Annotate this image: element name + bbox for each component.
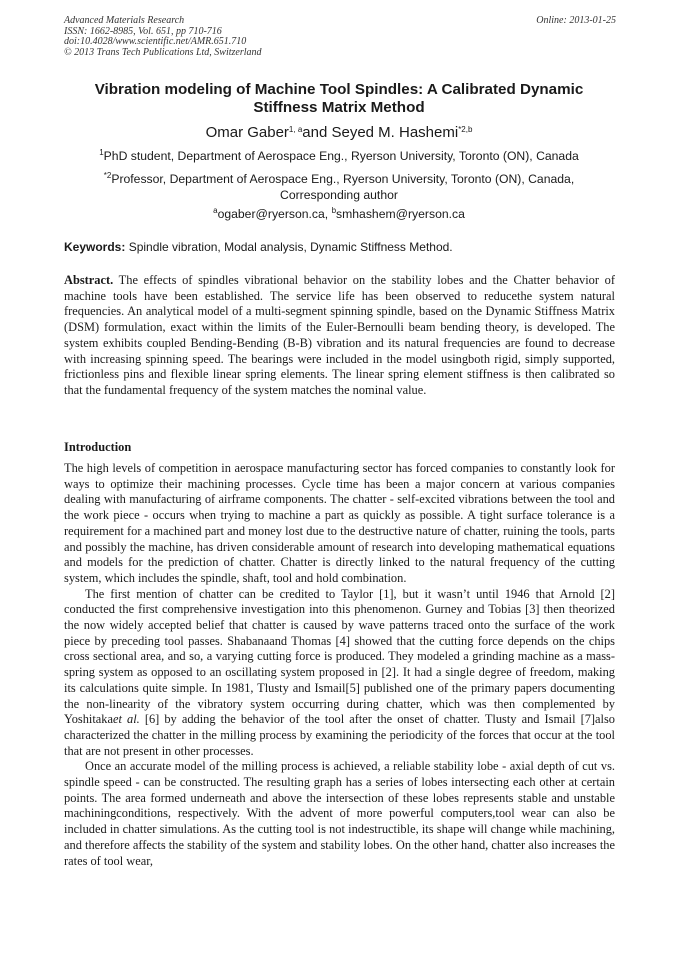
introduction-body <box>64 461 615 869</box>
copyright-line: © 2013 Trans Tech Publications Ltd, Switzerland <box>64 46 262 58</box>
affiliation-2 <box>72 171 606 203</box>
email-b: smhashem@ryerson.ca <box>336 207 465 221</box>
intro-paragraph-1: The high levels of competition in aerospace manufacturing sector has forced companies to constantly look for ways to optimize their machining processes. Cycle time has been a major concern at various companies dealing with manufacturing of airframe components. The chatter - self-excited vibrations between the tool and the work piece - occurs when trying to machine a part as quickly as possible. A tight surface tolerance is a requirement for a machined part and money lost due to the destructive nature of chatter, ruining the tools, parts and possibly the machine, has driven considerable amount of research into developing mathematical equations and models for the prediction of chatter. Chatter is directly linked to the natural frequency of the cutting system, which includes the spindle, shaft, tool and hold combination. <box>64 461 615 585</box>
journal-name: Advanced Materials Research <box>64 15 185 26</box>
email-b-mark: b <box>331 206 337 215</box>
online-date: Online: 2013-01-25 <box>536 15 616 26</box>
journal-header <box>64 16 616 58</box>
intro-paragraph-2-part-b: [6] by adding the behavior of the tool after the onset of chatter. Tlusty and Ismail [7]also characterized the chatter in the milling process by examining the periodicity of the forces that occur at the tool that are not present in other processes. <box>64 712 615 758</box>
author-line <box>64 124 614 142</box>
author-2: Seyed M. Hashemi <box>331 124 459 141</box>
affiliation-2-mark: *2 <box>103 171 112 180</box>
issn-line: ISSN: 1662-8985, Vol. 651, pp 710-716 <box>64 25 222 37</box>
intro-paragraph-3: Once an accurate model of the milling process is achieved, a reliable stability lobe - axial depth of cut vs. spindle speed - can be constructed. The resulting graph has a series of lobes intersecting each other at certain points. The area formed underneath and above the intersection of these lobes represents stable and unstable machiningconditions, respectively. With the advent of more powerful computers,tool wear can also be included in chatter simulations. As the cutting tool is not indestructible, its shape will change while machining, and therefore affects the stability of the system and stability lobes. On the other hand, chatter also increases the rates of tool wear, <box>64 759 615 868</box>
author-conjunction: and <box>302 124 332 141</box>
keywords-label: Keywords: <box>64 240 126 254</box>
paper-title: Vibration modeling of Machine Tool Spindles: A Calibrated Dynamic Stiffness Matrix Method <box>94 81 584 116</box>
keywords <box>64 239 616 255</box>
author-2-affiliation-mark: *2,b <box>458 125 473 134</box>
author-emails <box>72 206 606 222</box>
affiliation-2-text: Professor, Department of Aerospace Eng., Ryerson University, Toronto (ON), Canada, Corresponding author <box>111 172 575 202</box>
abstract <box>64 273 615 399</box>
keywords-text: Spindle vibration, Modal analysis, Dynamic Stiffness Method. <box>125 240 453 254</box>
affiliation-1 <box>72 148 606 164</box>
intro-paragraph-2 <box>64 587 615 760</box>
author-1: Omar Gaber <box>205 124 289 141</box>
email-a: ogaber@ryerson.ca, <box>217 207 332 221</box>
abstract-text: The effects of spindles vibrational behavior on the stability lobes and the Chatter behavior of machine tools have been established. The service life has been observed to reducethe system natural frequencies. An analytical model of a multi-segment spinning spindle, based on the Dynamic Stiffness Matrix (DSM) formulation, exact within the limits of the Euler-Bernoulli beam bending theory, is developed. The system exhibits coupled Bending-Bending (B-B) vibration and its natural frequencies are found to decrease with increasing spinning speed. The bearings were included in the model usingboth rigid, simply supported, frictionless pins and flexible linear spring elements. The linear spring element stiffness is then calibrated so that the fundamental frequency of the system matches the nominal value. <box>64 273 615 397</box>
doi-line: doi:10.4028/www.scientific.net/AMR.651.710 <box>64 36 247 47</box>
introduction-heading: Introduction <box>64 440 132 454</box>
affiliation-1-text: PhD student, Department of Aerospace Eng., Ryerson University, Toronto (ON), Canada <box>103 149 579 163</box>
abstract-label: Abstract. <box>64 273 114 287</box>
author-1-affiliation-mark: 1, a <box>288 125 303 134</box>
email-a-mark: a <box>213 206 218 215</box>
intro-paragraph-2-part-a: The first mention of chatter can be credited to Taylor [1], but it wasn’t until 1946 that Arnold [2] conducted the first comprehensive investigation into this phenomenon. Gurney and Tobias [3] then theorized the now widely accepted belief that chatter is caused by wave patterns traced onto the surface of the work piece by preceding tool passes. Shabanaand Thomas [4] showed that the cutting force depends on the chips cross sectional area, and so, a varying cutting force is produced. They modeled a grinding machine as a mass-spring system as opposed to an oscillating system proposed in [2]. It had a single degree of freedom, making its calculations quite simple. In 1981, Tlusty and Ismail[5] published one of the primary papers documenting the non-linearity of the vibratory system occurring during chatter, which was then complemented by Yoshitaka <box>64 586 615 727</box>
affiliation-1-mark: 1 <box>99 148 104 157</box>
intro-paragraph-2-etal: et al. <box>113 712 140 727</box>
